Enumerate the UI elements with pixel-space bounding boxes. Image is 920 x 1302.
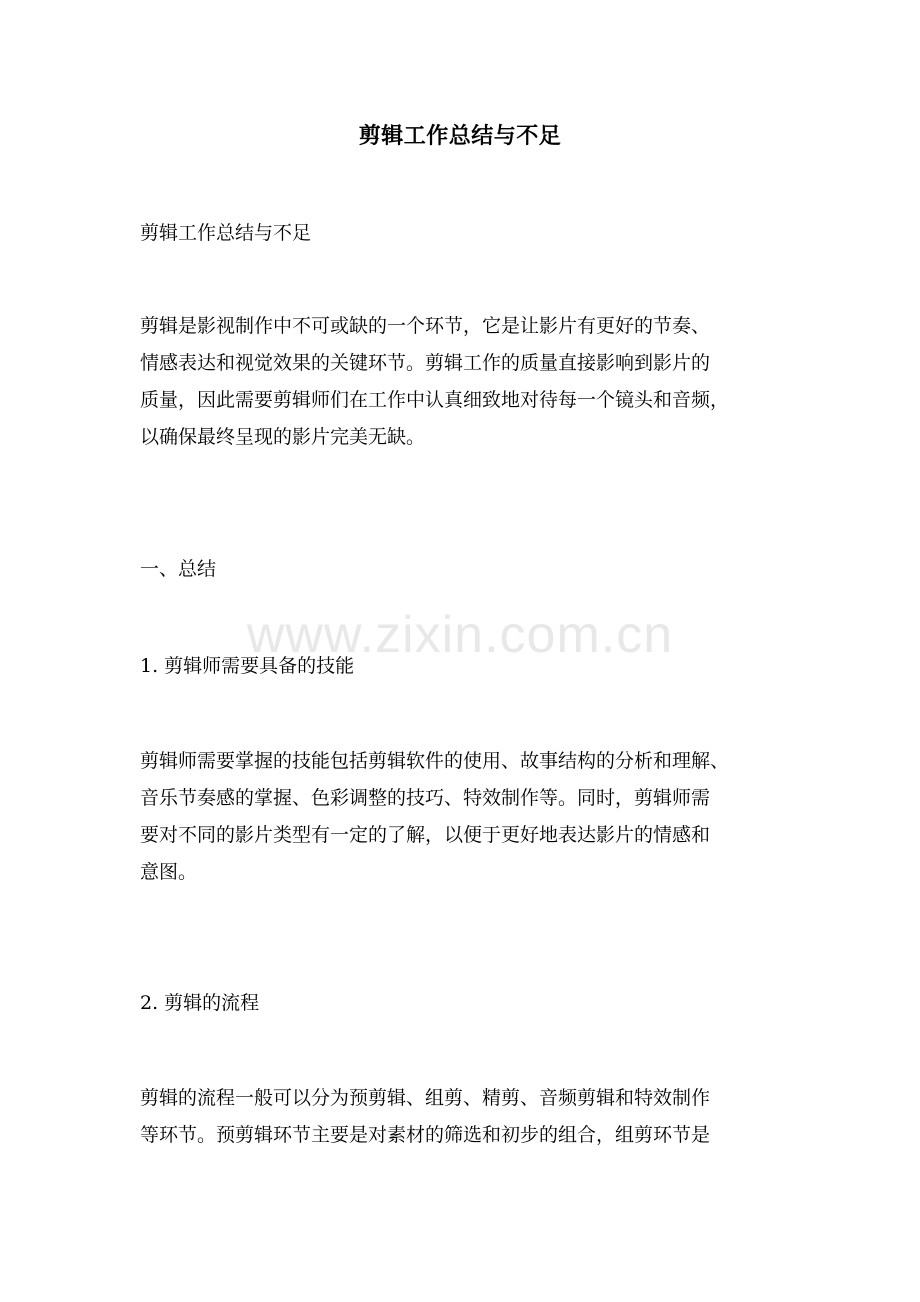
- item2-heading: 2. 剪辑的流程: [140, 992, 260, 1014]
- intro-line: 剪辑是影视制作中不可或缺的一个环节，它是让影片有更好的节奏、: [140, 315, 711, 337]
- subtitle-paragraph: 剪辑工作总结与不足: [140, 222, 312, 244]
- item2-paragraph: [140, 1080, 800, 1154]
- item1-line: 剪辑师需要掌握的技能包括剪辑软件的使用、故事结构的分析和理解、: [140, 750, 730, 772]
- intro-paragraph: [140, 308, 800, 456]
- watermark-text: www.zixin.com.cn: [246, 606, 674, 664]
- item1-paragraph: [140, 743, 800, 891]
- intro-line: 情感表达和视觉效果的关键环节。剪辑工作的质量直接影响到影片的: [140, 352, 711, 374]
- item1-line: 要对不同的影片类型有一定的了解，以便于更好地表达影片的情感和: [140, 824, 711, 846]
- intro-line: 以确保最终呈现的影片完美无缺。: [140, 426, 426, 448]
- intro-line: 质量，因此需要剪辑师们在工作中认真细致地对待每一个镜头和音频，: [140, 389, 730, 411]
- item1-line: 意图。: [140, 861, 198, 883]
- document-title: 剪辑工作总结与不足: [358, 123, 562, 149]
- item2-line: 等环节。预剪辑环节主要是对素材的筛选和初步的组合，组剪环节是: [140, 1124, 711, 1146]
- section-heading-summary: 一、总结: [140, 558, 217, 580]
- item1-line: 音乐节奏感的掌握、色彩调整的技巧、特效制作等。同时，剪辑师需: [140, 787, 711, 809]
- item2-line: 剪辑的流程一般可以分为预剪辑、组剪、精剪、音频剪辑和特效制作: [140, 1087, 711, 1109]
- item1-heading: 1. 剪辑师需要具备的技能: [140, 655, 355, 677]
